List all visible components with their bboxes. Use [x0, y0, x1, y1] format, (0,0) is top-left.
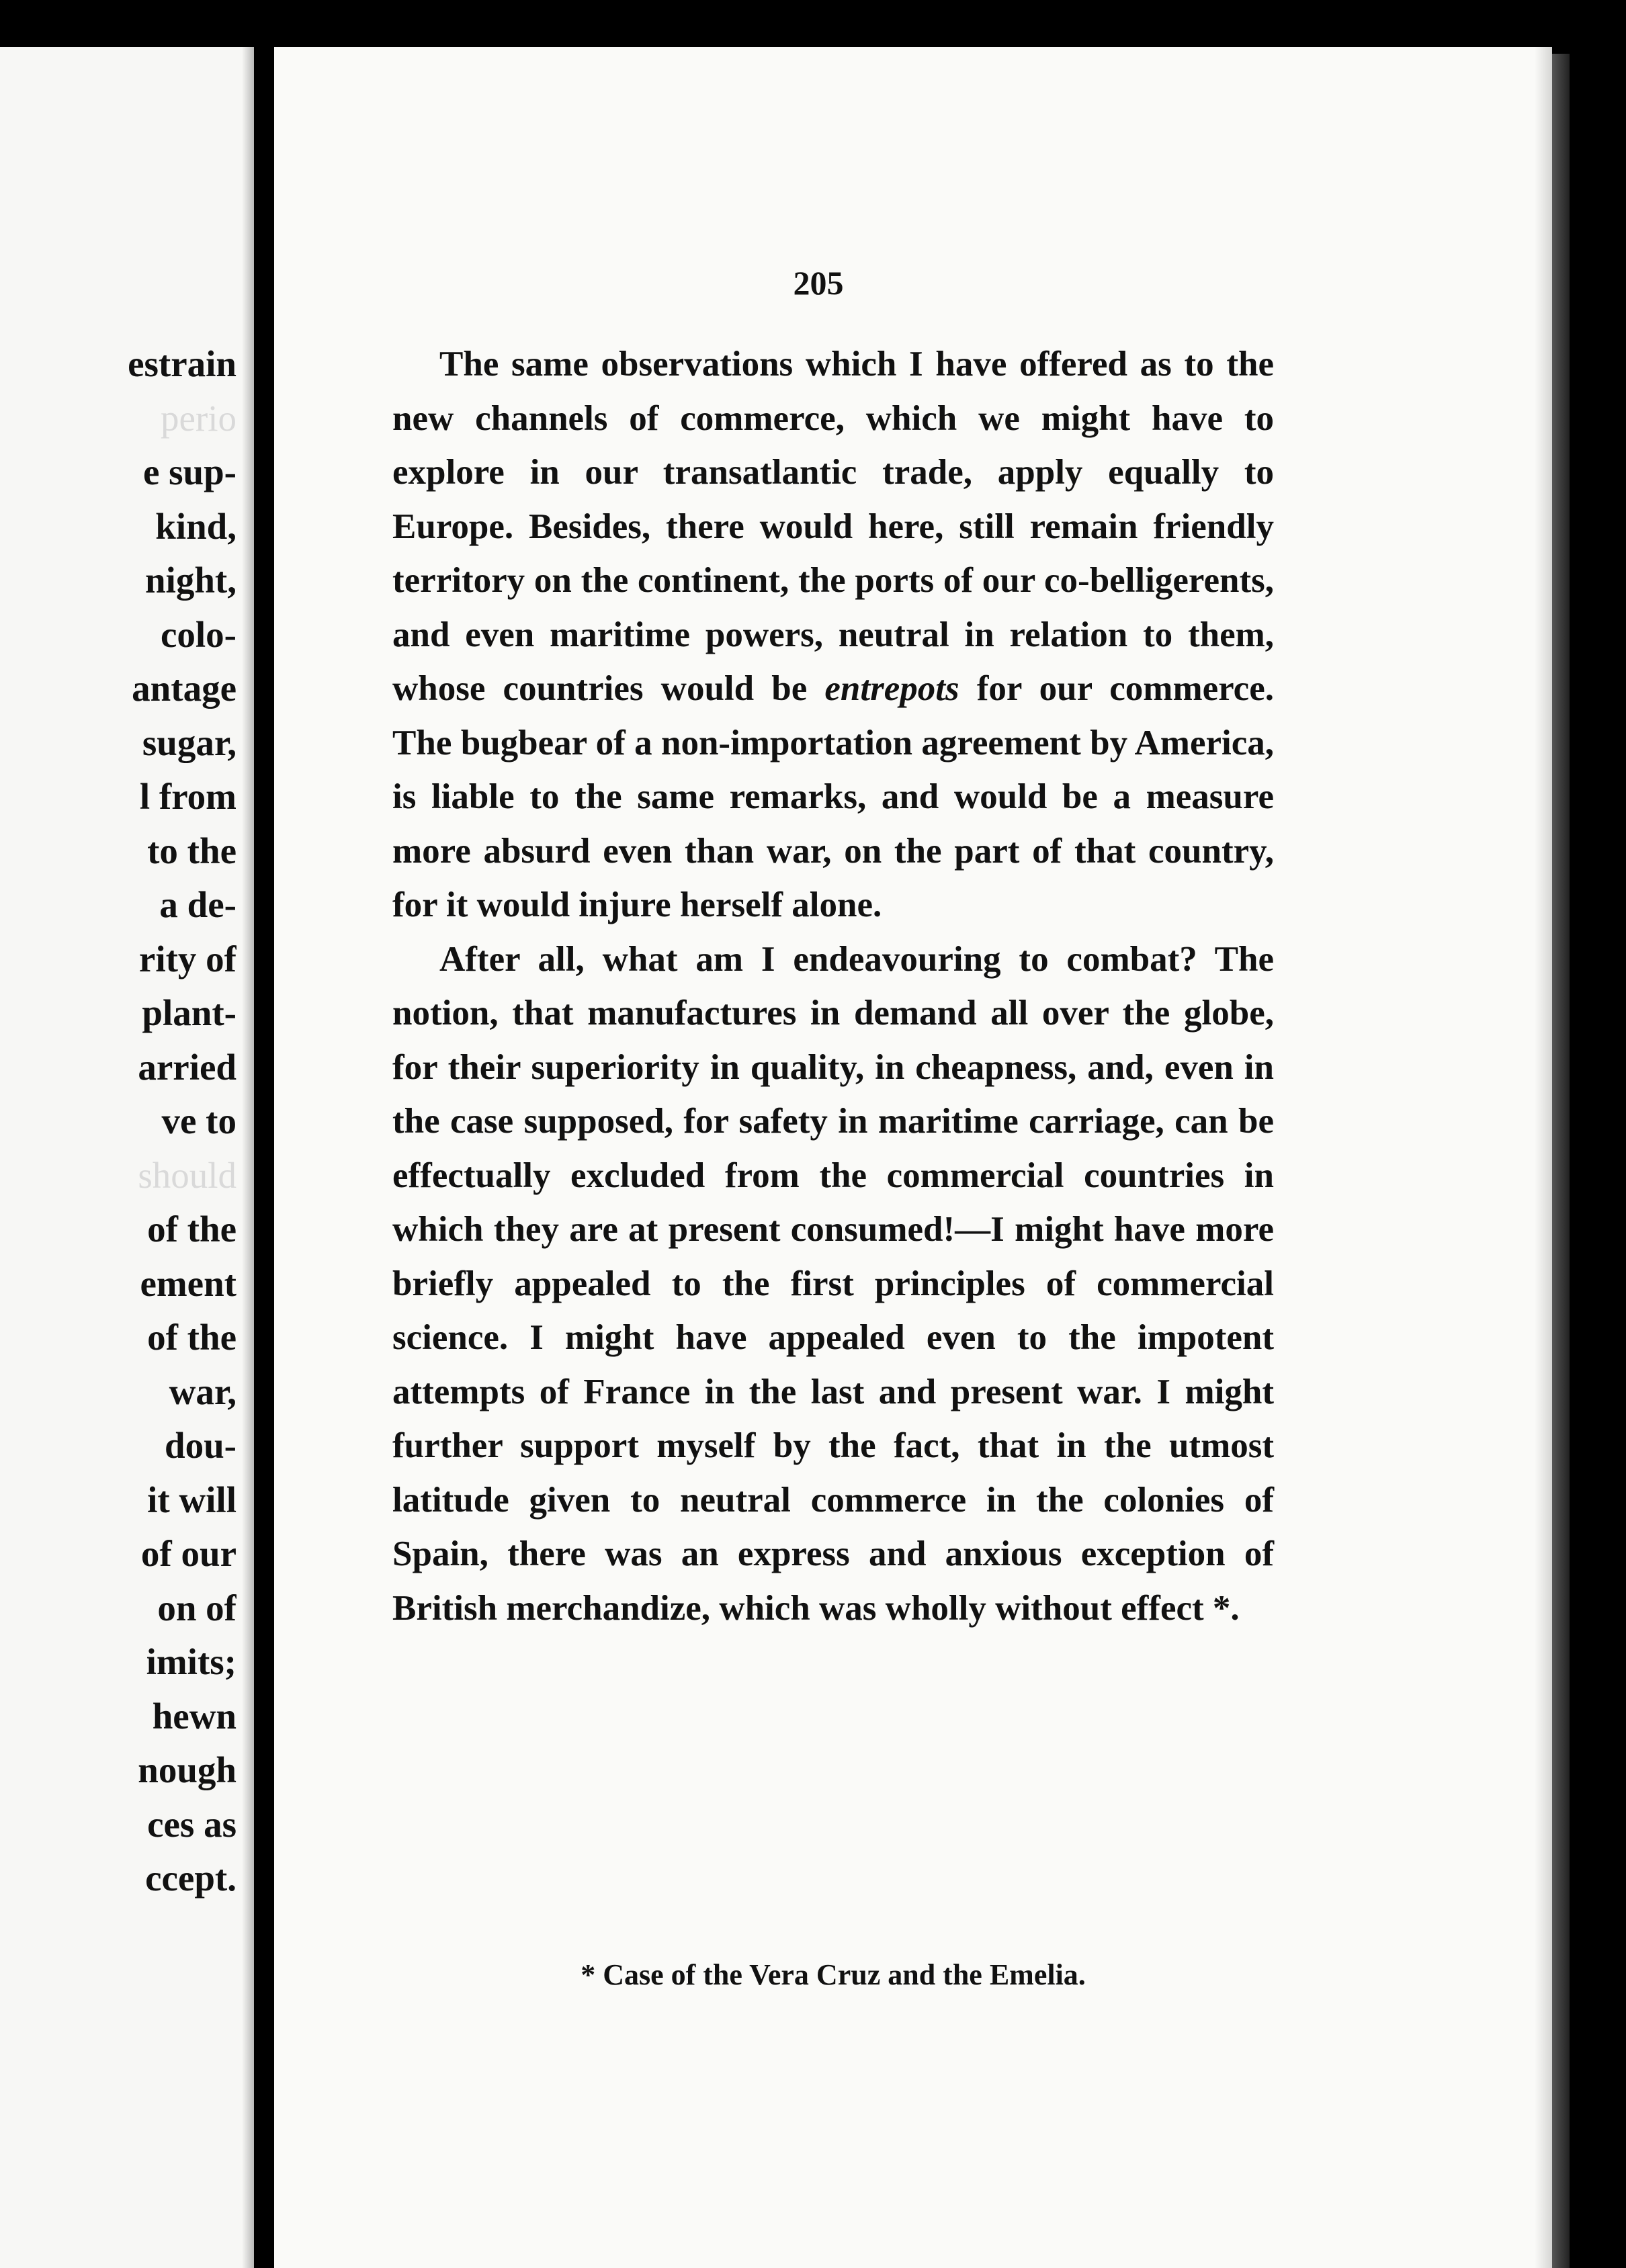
left-line: perio — [160, 397, 237, 439]
left-line: dou- — [165, 1425, 237, 1466]
left-line: arried — [138, 1046, 237, 1088]
paragraph: After all, what am I endeavouring to combat? The notion, that manufactures in demand all over the globe, for their superiority in quality, in cheapness, and, even in the case supposed, for safety in maritime carriage, can be effectually excluded from the commercial countries in which they are at present consumed!—I might have more briefly appealed to the first principles of commercial science. I might have appealed even to the impotent attempts of France in the last and present war. I might further support myself by the fact, that in the utmost latitude given to neutral commerce in the colonies of Spain, there was an express and anxious exception of British merchandize, which was wholly without effect *. — [392, 939, 1274, 1628]
page-edge-shadow — [1535, 47, 1552, 2268]
left-line: ces as — [147, 1803, 237, 1845]
left-line: ement — [140, 1262, 237, 1304]
left-line: kind, — [155, 505, 237, 547]
left-line: antage — [132, 668, 237, 709]
left-line: of our — [140, 1533, 237, 1574]
paragraph — [392, 337, 1274, 932]
gutter-shadow — [242, 47, 254, 2268]
left-line: nough — [138, 1749, 237, 1790]
italic-word: entrepots — [824, 669, 959, 708]
left-line: night, — [144, 560, 237, 601]
left-line: hewn — [152, 1695, 237, 1737]
left-line: war, — [169, 1370, 237, 1412]
paragraph-text: The same observations which I have offered as to the new channels of commerce, which we might have to explore in our transatlantic trade, apply equally to Europe. Besides, there would here, still remain friendly territory on the continent, the ports of our co-belligerents, and even maritime powers, neutral in relation to them, whose countries would be — [392, 345, 1274, 708]
left-line: l from — [139, 776, 237, 817]
book-spine — [254, 0, 274, 2268]
paragraph-text: for our commerce. The bugbear of a non-importation agreement by America, is liable to the same remarks, and would be a measure more absurd even than war, on the part of that country, for it would injure herself alone. — [392, 669, 1274, 924]
left-line: estrain — [128, 343, 237, 384]
left-line: a de- — [159, 884, 237, 925]
left-page-text-fragments — [8, 337, 237, 1906]
left-line: ccept. — [145, 1858, 237, 1899]
left-line: ve to — [161, 1100, 237, 1141]
left-line: to the — [147, 830, 237, 871]
left-line: sugar, — [142, 722, 237, 763]
left-line: e sup- — [142, 451, 237, 492]
page-stack-edge — [1552, 54, 1570, 2268]
left-line: of the — [147, 1209, 237, 1250]
body-text — [392, 337, 1274, 1635]
footnote: * Case of the Vera Cruz and the Emelia. — [581, 1958, 1086, 1991]
left-line: imits; — [146, 1641, 237, 1682]
left-line: it will — [147, 1479, 237, 1520]
left-line: rity of — [138, 938, 237, 979]
left-line: on of — [157, 1587, 237, 1628]
left-line: of the — [147, 1317, 237, 1358]
left-line: should — [138, 1154, 237, 1196]
page-number: 205 — [793, 264, 844, 302]
left-page — [0, 47, 254, 2268]
left-line: colo- — [160, 613, 237, 655]
right-page — [274, 47, 1552, 2268]
left-line: plant- — [142, 992, 237, 1033]
